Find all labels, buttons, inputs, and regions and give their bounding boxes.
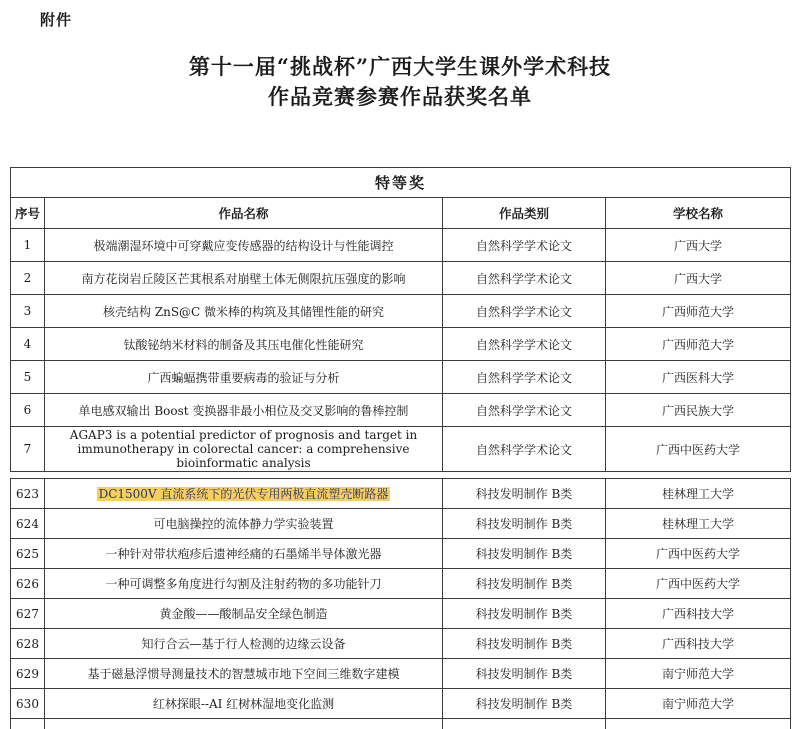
cell-work-category: 自然科学学术论文 — [443, 295, 606, 328]
cell-work-title: 钛酸铋纳米材料的制备及其压电催化性能研究 — [45, 328, 443, 361]
cell-work-category: 自然科学学术论文 — [443, 427, 606, 472]
cell-work-title: 一种可调整多角度进行勾割及注射药物的多功能针刀 — [45, 569, 443, 599]
cell-serial-number: 629 — [11, 659, 45, 689]
table-row — [11, 361, 791, 394]
cell-school-name: 广西中医药大学 — [606, 569, 791, 599]
table-row — [11, 262, 791, 295]
cell-serial-number: 630 — [11, 689, 45, 719]
cell-serial-number: 626 — [11, 569, 45, 599]
cell-work-category: 自然科学学术论文 — [443, 229, 606, 262]
cutoff-cell — [606, 719, 791, 729]
cutoff-cell — [443, 719, 606, 729]
document-title — [0, 52, 800, 112]
column-header-row — [11, 198, 791, 229]
cutoff-cell — [45, 719, 443, 729]
cell-school-name: 广西中医药大学 — [606, 427, 791, 472]
document-title-line1: 第十一届“挑战杯”广西大学生课外学术科技 — [188, 54, 612, 79]
cell-school-name: 广西师范大学 — [606, 328, 791, 361]
cell-work-category: 科技发明制作 B类 — [443, 599, 606, 629]
cutoff-partial-row — [11, 719, 791, 729]
cell-work-title: 可电脑操控的流体静力学实验装置 — [45, 509, 443, 539]
cell-work-category: 科技发明制作 B类 — [443, 689, 606, 719]
cell-school-name: 桂林理工大学 — [606, 509, 791, 539]
cell-work-title: 红林探眼--AI 红树林湿地变化监测 — [45, 689, 443, 719]
cell-school-name: 南宁师范大学 — [606, 689, 791, 719]
cell-work-title: 核壳结构 ZnS@C 微米棒的构筑及其储锂性能的研究 — [45, 295, 443, 328]
awards-table-top-section — [10, 167, 791, 472]
prize-section-header-row — [11, 168, 791, 198]
cell-work-category: 科技发明制作 B类 — [443, 509, 606, 539]
cell-school-name: 南宁师范大学 — [606, 659, 791, 689]
cell-serial-number: 7 — [11, 427, 45, 472]
cell-serial-number: 1 — [11, 229, 45, 262]
highlighted-work-title: DC1500V 直流系统下的光伏专用两极直流塑壳断路器 — [98, 487, 389, 501]
cell-serial-number: 5 — [11, 361, 45, 394]
table-row — [11, 479, 791, 509]
table-row — [11, 689, 791, 719]
column-header-no: 序号 — [11, 198, 45, 229]
cell-serial-number: 623 — [11, 479, 45, 509]
cell-work-category: 科技发明制作 B类 — [443, 569, 606, 599]
cell-work-category: 科技发明制作 B类 — [443, 659, 606, 689]
cell-school-name: 广西科技大学 — [606, 599, 791, 629]
table-row — [11, 229, 791, 262]
cell-school-name: 广西中医药大学 — [606, 539, 791, 569]
document-title-line2: 作品竞赛参赛作品获奖名单 — [268, 84, 532, 109]
cell-serial-number: 625 — [11, 539, 45, 569]
cell-work-category: 自然科学学术论文 — [443, 361, 606, 394]
table-row — [11, 328, 791, 361]
prize-section-title: 特等奖 — [11, 168, 791, 198]
awards-table-bottom-section — [10, 478, 791, 729]
cell-school-name: 广西师范大学 — [606, 295, 791, 328]
table-row — [11, 509, 791, 539]
table-row — [11, 629, 791, 659]
cell-work-title: AGAP3 is a potential predictor of prognosis and target in immunotherapy in colorectal cancer: a comprehensive bioinformatic analysis — [45, 427, 443, 472]
cell-school-name: 广西科技大学 — [606, 629, 791, 659]
cell-school-name: 广西民族大学 — [606, 394, 791, 427]
cell-work-title: 黄金酸——酸制品安全绿色制造 — [45, 599, 443, 629]
cell-school-name: 广西医科大学 — [606, 361, 791, 394]
cell-work-category: 科技发明制作 B类 — [443, 629, 606, 659]
cell-work-title: 极端潮湿环境中可穿戴应变传感器的结构设计与性能调控 — [45, 229, 443, 262]
table-row — [11, 659, 791, 689]
cell-work-category: 自然科学学术论文 — [443, 394, 606, 427]
column-header-school: 学校名称 — [606, 198, 791, 229]
cell-serial-number: 628 — [11, 629, 45, 659]
cell-work-category: 自然科学学术论文 — [443, 328, 606, 361]
cell-work-title: 南方花岗岩丘陵区芒萁根系对崩壁土体无侧限抗压强度的影响 — [45, 262, 443, 295]
cutoff-cell — [11, 719, 45, 729]
table-row — [11, 569, 791, 599]
cell-work-category: 自然科学学术论文 — [443, 262, 606, 295]
table-row — [11, 295, 791, 328]
column-header-category: 作品类别 — [443, 198, 606, 229]
table-row — [11, 427, 791, 472]
cell-work-title: 一种针对带状疱疹后遗神经痛的石墨烯半导体激光器 — [45, 539, 443, 569]
cell-work-category: 科技发明制作 B类 — [443, 539, 606, 569]
cell-school-name: 广西大学 — [606, 262, 791, 295]
cell-school-name: 广西大学 — [606, 229, 791, 262]
cell-serial-number: 4 — [11, 328, 45, 361]
column-header-name: 作品名称 — [45, 198, 443, 229]
cell-work-title: 基于磁悬浮惯导测量技术的智慧城市地下空间三维数字建模 — [45, 659, 443, 689]
table-row — [11, 599, 791, 629]
table-row — [11, 539, 791, 569]
cell-serial-number: 627 — [11, 599, 45, 629]
cell-work-title — [45, 479, 443, 509]
cell-serial-number: 3 — [11, 295, 45, 328]
cell-serial-number: 624 — [11, 509, 45, 539]
cell-serial-number: 2 — [11, 262, 45, 295]
attachment-label: 附件 — [40, 11, 73, 29]
cell-work-category: 科技发明制作 B类 — [443, 479, 606, 509]
table-row — [11, 394, 791, 427]
cell-work-title: 知行合云—基于行人检测的边缘云设备 — [45, 629, 443, 659]
cell-work-title: 单电感双输出 Boost 变换器非最小相位及交叉影响的鲁棒控制 — [45, 394, 443, 427]
cell-work-title: 广西蝙蝠携带重要病毒的验证与分析 — [45, 361, 443, 394]
awards-table — [10, 167, 790, 729]
cell-school-name: 桂林理工大学 — [606, 479, 791, 509]
cell-serial-number: 6 — [11, 394, 45, 427]
